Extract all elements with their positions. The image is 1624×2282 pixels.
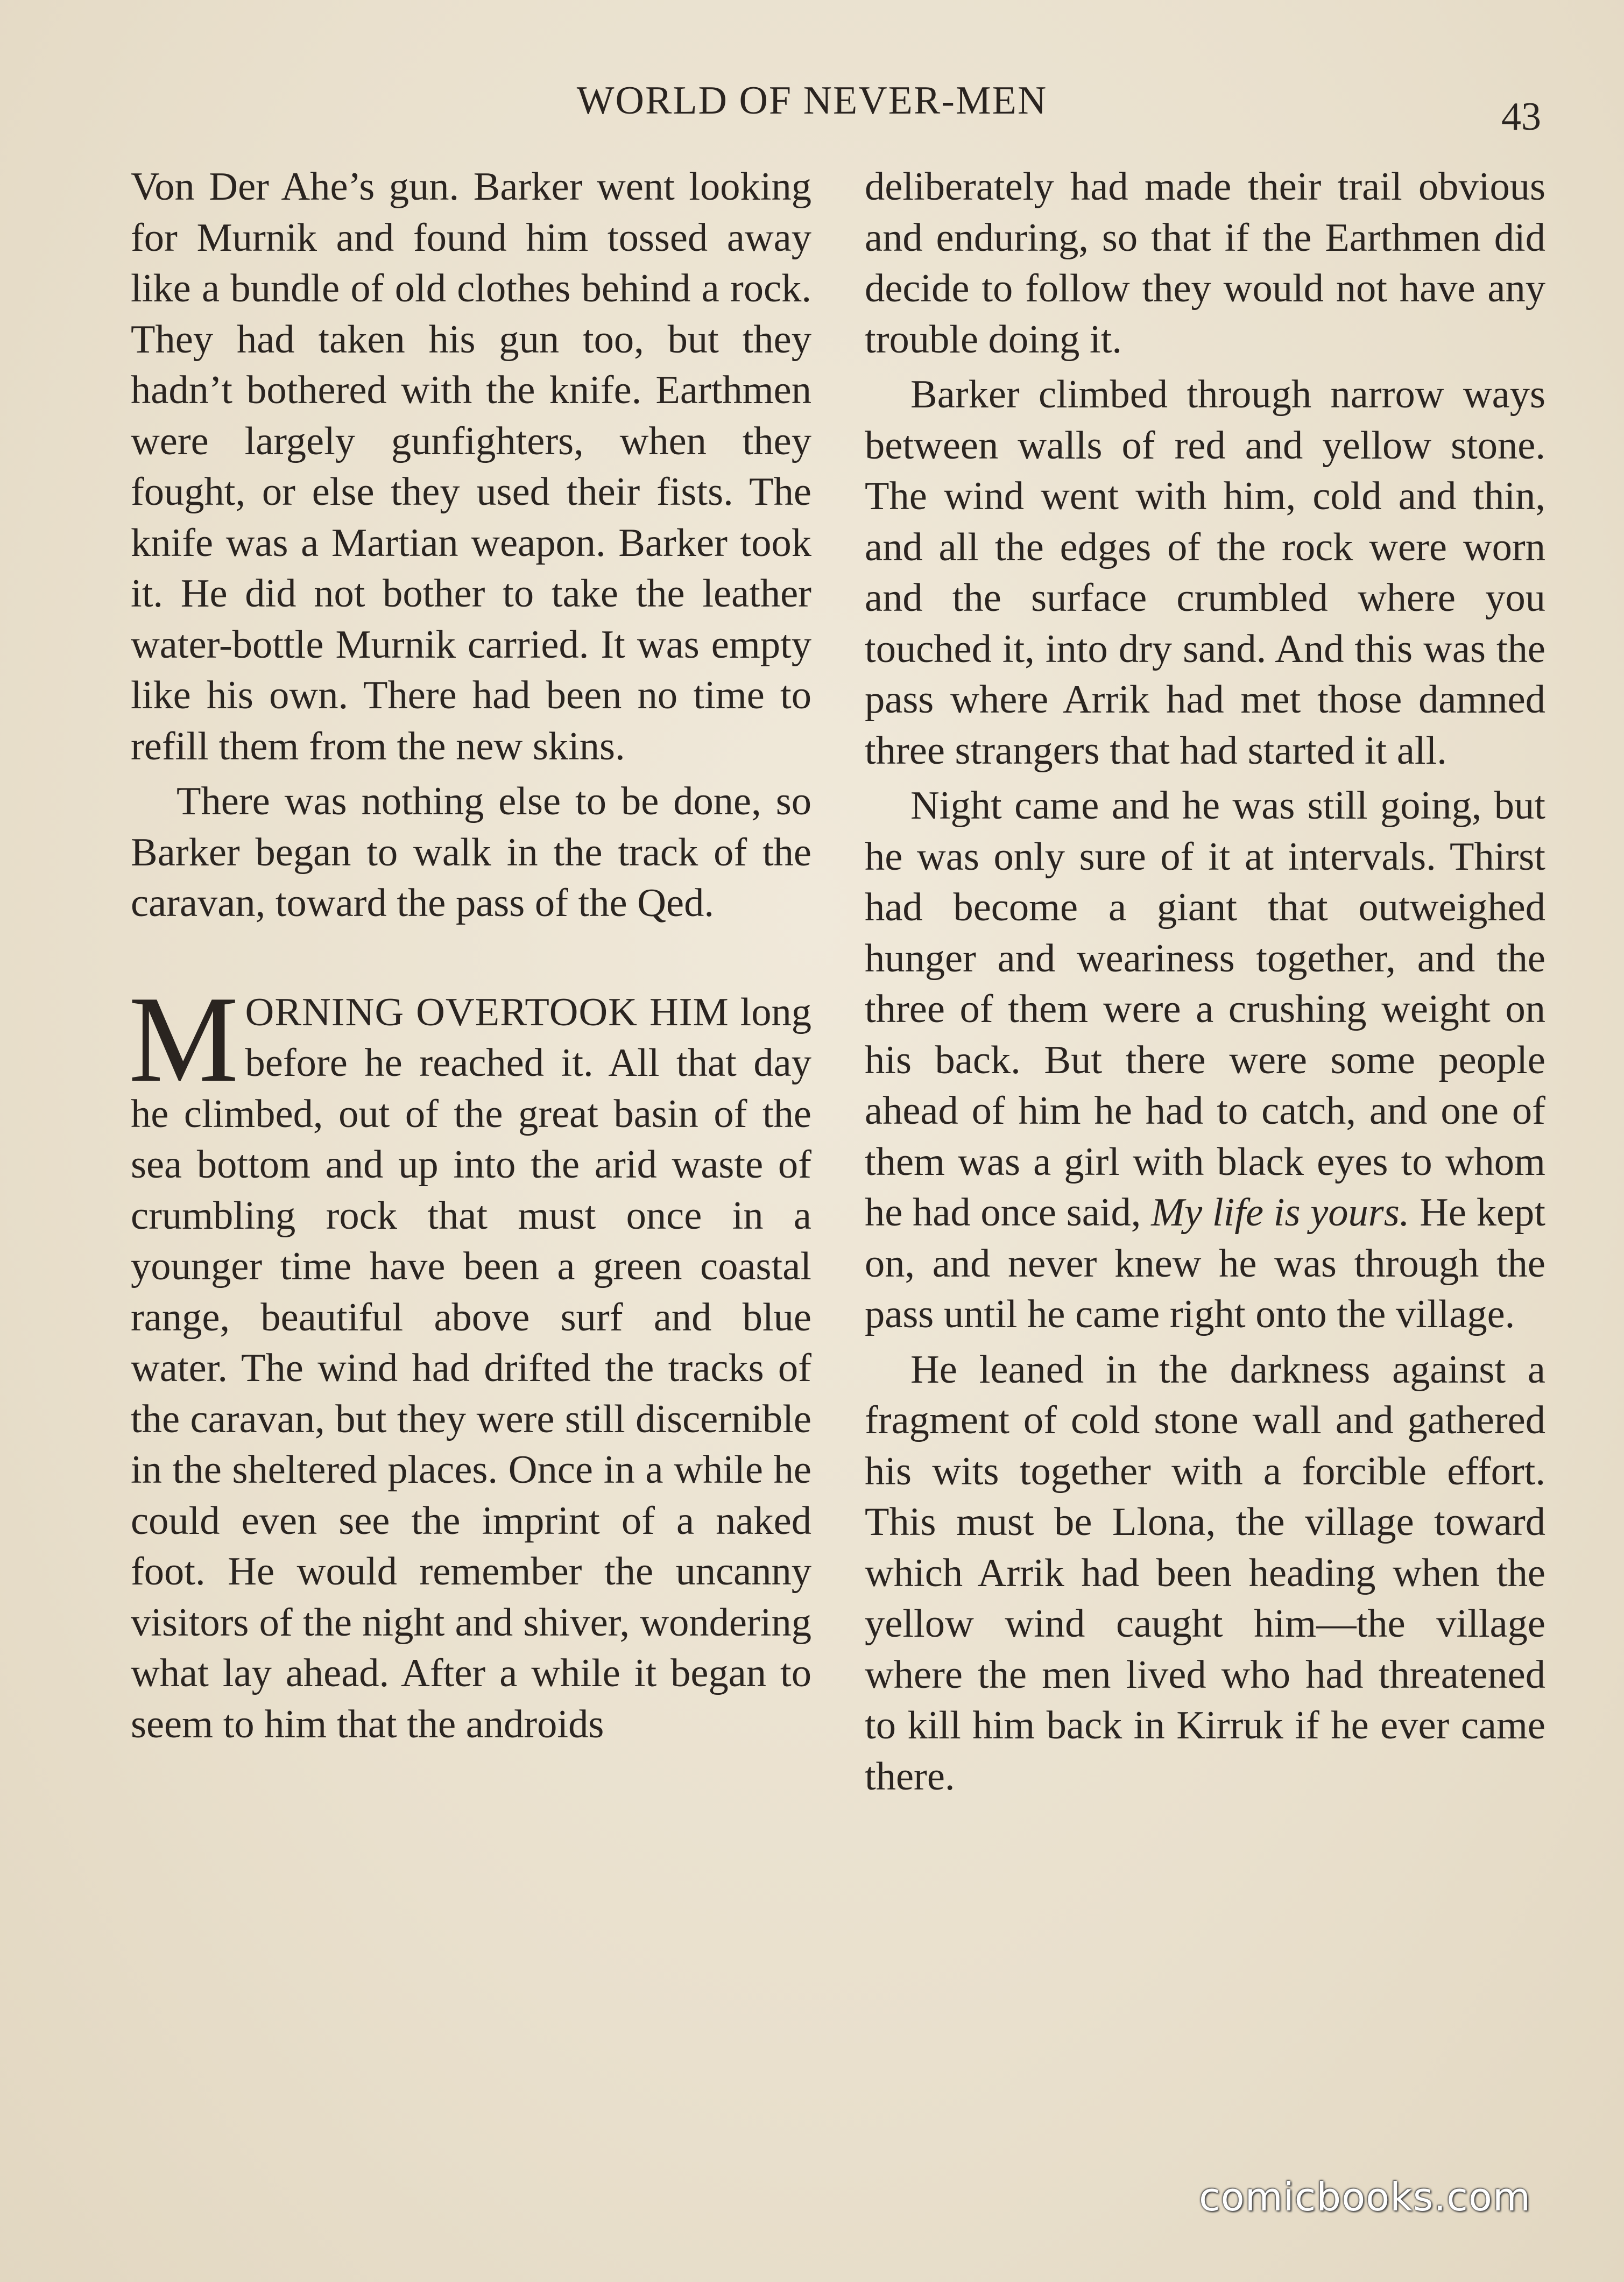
paragraph-text: Night came and he was still going, but he was only sure of it at intervals. Thirst had become a giant that outweighed hunger and weariness together, and the three of them were a crushing weight on his back. But there were some people ahead of him he had to catch, and one of them was a girl with black eyes to whom he had once said, xyxy=(865,784,1545,1235)
page-number: 43 xyxy=(1501,95,1541,139)
left-column xyxy=(131,161,811,1750)
section-opening-paragraph xyxy=(129,970,811,1750)
drop-cap: M xyxy=(129,970,239,1108)
site-watermark: comicbooks.com xyxy=(1199,2174,1531,2220)
paragraph: deliberately had made their trail obvious and enduring, so that if the Earthmen did decide to follow they would not have any trouble doing it. xyxy=(865,165,1545,362)
paragraph-text: long before he reached it. All that day he climbed, out of the great basin of the sea bottom and up into the arid waste of crumbling rock that must once in a younger time have been a green coastal range, beautiful above surf and blue water. The wind had drifted the tracks of the caravan, but they were still discernible in the sheltered places. Once in a while he could even see the imprint of a naked foot. He would remember the uncanny visitors of the night and shiver, wondering what lay ahead. After a while it began to seem to him that the androids xyxy=(131,990,811,1746)
paragraph xyxy=(865,780,1545,1340)
paragraph: There was nothing else to be done, so Barker began to walk in the track of the caravan, toward the pass of the Qed. xyxy=(131,779,811,925)
running-title: WORLD OF NEVER-MEN xyxy=(576,79,1048,123)
paragraph-text: He kept on, and never knew he was through the pass until he came right onto the village. xyxy=(865,1191,1545,1336)
italic-phrase: My life is yours. xyxy=(1151,1191,1410,1235)
paragraph: He leaned in the darkness against a fragment of cold stone wall and gathered his wits together with a forcible effort. This must be Llona, the village toward which Arrik had been heading when the yellow wind caught him—the village where the men lived who had threatened to kill him back in Kirruk if he ever came there. xyxy=(865,1347,1545,1799)
paragraph: Barker climbed through narrow ways between walls of red and yellow stone. The wind went with him, cold and thin, and all the edges of the rock were worn and the surface crumbled where you touched it, into dry sand. And this was the pass where Arrik had met those damned three strangers that had started it all. xyxy=(865,372,1545,773)
paragraph: Von Der Ahe’s gun. Barker went looking for Murnik and found him tossed away like a bundle of old clothes behind a rock. They had taken his gun too, but they hadn’t bothered with the knife. Earthmen were largely gunfighters, when they fought, or else they used their fists. The knife was a Martian weapon. Barker took it. He did not bother to take the leather water-bottle Murnik carried. It was empty like his own. There had been no time to refill them from the new skins. xyxy=(131,165,811,769)
section-lead-in: ORNING OVERTOOK HIM xyxy=(245,990,729,1034)
right-column xyxy=(865,161,1545,1802)
